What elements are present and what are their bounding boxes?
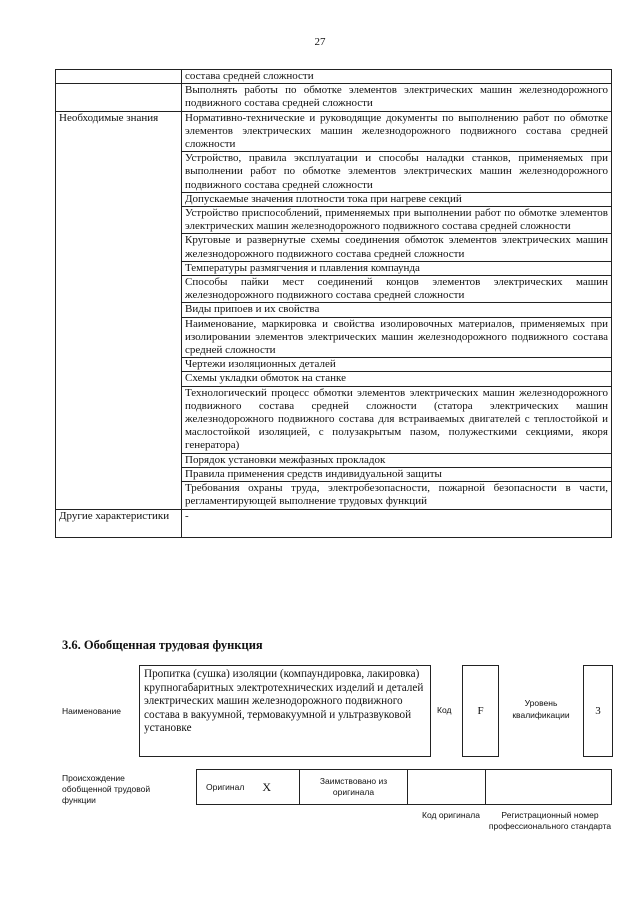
knowledge-table (55, 69, 612, 538)
table-cell-right: Схемы укладки обмоток на станке (182, 372, 612, 386)
table-cell-right: Порядок установки межфазных прокладок (182, 453, 612, 467)
table-row (56, 509, 612, 537)
table-cell-right: Виды припоев и их свойства (182, 303, 612, 317)
original-label: Оригинал (206, 782, 245, 792)
reg-number-cell (486, 770, 611, 804)
table-row (56, 111, 612, 152)
origin-label: Происхождение обобщенной трудовой функции (62, 773, 151, 805)
original-cell (197, 770, 300, 804)
table-cell-right: Температуры размягчения и плавления компаунда (182, 261, 612, 275)
table-cell-right: - (182, 509, 612, 537)
code-original-cell (408, 770, 486, 804)
table-cell-right: Наименование, маркировка и свойства изолировочных материалов, применяемых при изолировании элементов электрических машин железнодорожного подвижного состава средней сложности (182, 317, 612, 358)
table-row (56, 84, 612, 111)
original-mark: X (262, 779, 271, 794)
table-cell-right: состава средней сложности (182, 70, 612, 84)
table-cell-right: Способы пайки мест соединений концов элементов электрических машин железнодорожного подвижного состава средней сложности (182, 276, 612, 303)
level-label: Уровень квалификации (512, 698, 570, 720)
table-cell-right: Допускаемые значения плотности тока при нагреве секций (182, 192, 612, 206)
table-cell-left (56, 70, 182, 84)
table-cell-right: Устройство, правила эксплуатации и способы наладки станков, применяемых при выполнении работ по обмотке элементов электрических машин железнодорожного подвижного состава средней сложности (182, 152, 612, 193)
borrowed-label: Заимствовано из оригинала (300, 770, 408, 804)
table-cell-left-other: Другие характеристики (56, 509, 182, 537)
table-cell-right: Круговые и развернутые схемы соединения обмоток элементов электрических машин железнодорожного подвижного состава средней сложности (182, 234, 612, 261)
code-label: Код (437, 705, 452, 715)
table-cell-right: Чертежи изоляционных деталей (182, 358, 612, 372)
origin-row (196, 769, 612, 805)
table-cell-right: Правила применения средств индивидуальной защиты (182, 467, 612, 481)
table-cell-right: Технологический процесс обмотки элементов электрических машин железнодорожного подвижного состава средней сложности (статора электрических машин железнодорожного подвижного состава для встраиваемых двигателей с теплостойкой и маслостойкой изоляцией, с полузакрытым пазом, полужесткими секциями, якоря генератора) (182, 386, 612, 453)
name-value: Пропитка (сушка) изоляции (компаундировка, лакировка) крупногабаритных электротехнических изделий и деталей электрических машин железнодорожного подвижного состава в вакуумной, термовакуумной и ультразвуковой установке (139, 665, 431, 757)
table-cell-left-knowledge: Необходимые знания (56, 111, 182, 509)
code-value: F (462, 665, 499, 757)
code-original-caption: Код оригинала (422, 810, 480, 820)
table-cell-right: Устройство приспособлений, применяемых при выполнении работ по обмотке элементов электрических машин железнодорожного подвижного состава средней сложности (182, 207, 612, 234)
table-row (56, 70, 612, 84)
name-label: Наименование (62, 706, 121, 716)
table-cell-right: Требования охраны труда, электробезопасности, пожарной безопасности в части, регламентирующей выполнение трудовых функций (182, 482, 612, 509)
table-cell-right: Выполнять работы по обмотке элементов электрических машин железнодорожного подвижного состава средней сложности (182, 84, 612, 111)
table-cell-right: Нормативно-технические и руководящие документы по выполнению работ по обмотке элементов электрических машин железнодорожного подвижного состава средней сложности (182, 111, 612, 152)
page-number: 27 (314, 36, 326, 48)
level-value: 3 (583, 665, 613, 757)
table-cell-left (56, 84, 182, 111)
reg-number-caption: Регистрационный номер профессионального стандарта (488, 810, 612, 831)
section-title: 3.6. Обобщенная трудовая функция (62, 638, 263, 652)
